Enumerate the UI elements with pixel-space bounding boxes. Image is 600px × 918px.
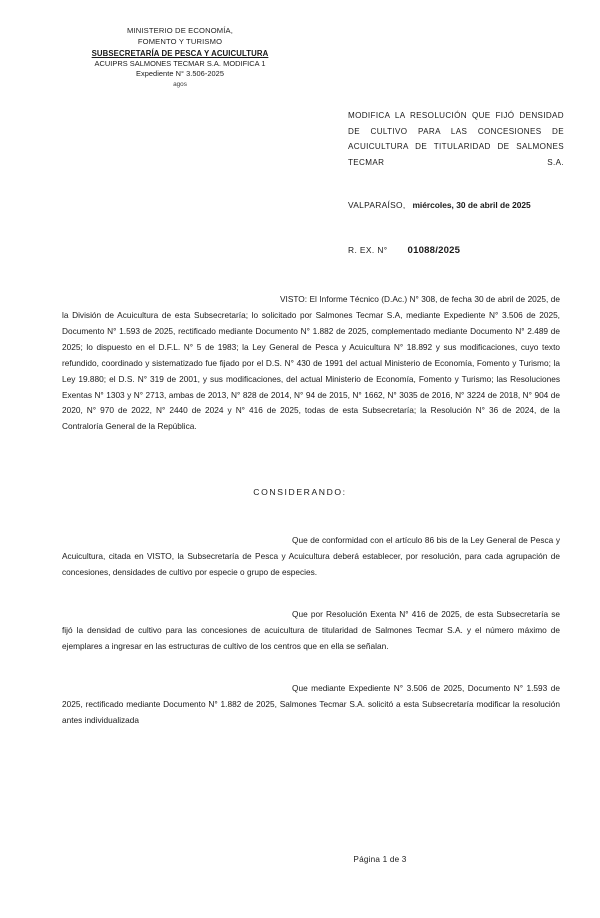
case-reference-line: ACUIPRS SALMONES TECMAR S.A. MODIFICA 1 bbox=[94, 58, 266, 68]
place-date-line bbox=[348, 200, 564, 210]
c1-body-text: de la Ley General de Pesca y Acuicultura, citada en VISTO, la Subsecretaría de Pesca y Acuicultura deberá establecer, por resolución, para cada agrupación de concesiones, densidades de cultivo por especie o grupo de especies. bbox=[62, 535, 560, 577]
c3-body-text: 2025, Documento N° 1.593 de 2025, rectificado mediante Documento N° 1.882 de 2025, Salmones Tecmar S.A. solicitó a esta Subsecretaría modificar la resolución antes individualizada bbox=[62, 683, 560, 725]
ministry-line-1: MINISTERIO DE ECONOMÍA, bbox=[127, 26, 233, 35]
resolution-number-label: R. EX. N° bbox=[348, 245, 388, 255]
considerando-paragraph-1 bbox=[62, 533, 560, 581]
visto-body-text: fecha 30 de abril de 2025, de la División de Acuicultura de esta Subsecretaría; lo solicitado por Salmones Tecmar S.A, mediante Expediente N° 3.506 de 2025, Documento N° 1.593 de 2025, rectificado mediante Documento N° 1.882 de 2025, complementado mediante Documento N° 2.489 de 2025; lo dispuesto en el D.F.L. N° 5 de 1983; la Ley General de Pesca y Acuicultura N° 18.892 y sus modificaciones, cuyo texto refundido, coordinado y sistematizado fue fijado por el D.S. N° 430 de 1991 del actual Ministerio de Economía, Fomento y Turismo; la Ley 19.880; el D.S. N° 319 de 2001, y sus modificaciones, del actual Ministerio de Economía, Fomento y Turismo; las Resoluciones Exentas N° 1303 y N° 2713, ambas de 2013, N° 828 de 2014, N° 94 de 2015, N° 1662, N° 3035 de 2016, N° 3224 de 2018, N° 904 de 2020, N° 970 de 2022, N° 2440 de 2024 y N° 416 de 2025, todas de esta Subsecretaría; la Resolución N° 36 de 2024, de la Contraloría General de la República. bbox=[62, 294, 561, 432]
subject-block: MODIFICA LA RESOLUCIÓN QUE FIJÓ DENSIDAD DE CULTIVO PARA LAS CONCESIONES DE ACUICULTURA DE TITULARIDAD DE SALMONES TECMAR S.A. bbox=[348, 111, 564, 167]
resolution-number-value: 01088/2025 bbox=[407, 245, 461, 256]
c3-lead-text: Que mediante Expediente N° 3.506 de bbox=[292, 683, 441, 693]
subsecretariat-line: SUBSECRETARÍA DE PESCA Y ACUICULTURA bbox=[91, 48, 269, 58]
page-footer: Página 1 de 3 bbox=[353, 855, 407, 864]
letterhead bbox=[40, 26, 320, 89]
considerando-paragraph-2 bbox=[62, 607, 560, 655]
expediente-line: Expediente N° 3.506-2025 bbox=[136, 69, 224, 79]
initials-line: agos bbox=[173, 80, 187, 88]
considerando-heading: CONSIDERANDO: bbox=[253, 487, 347, 497]
visto-paragraph bbox=[62, 292, 560, 435]
visto-lead-text: VISTO: El Informe Técnico (D.Ac.) N° 308, de bbox=[280, 294, 450, 304]
ministry-line-2: FOMENTO Y TURISMO bbox=[137, 36, 223, 46]
c2-lead-text: Que por Resolución Exenta N° 416 de bbox=[292, 609, 439, 619]
c1-lead-text: Que de conformidad con el artículo 86 bis bbox=[292, 535, 448, 545]
date-label: miércoles, 30 de abril de 2025 bbox=[412, 200, 531, 210]
resolution-number-line bbox=[348, 245, 564, 256]
considerando-paragraph-3 bbox=[62, 681, 560, 729]
city-label: VALPARAÍSO, bbox=[348, 200, 406, 210]
c2-body-text: 2025, de esta Subsecretaría se fijó la densidad de cultivo para las concesiones de acuicultura de titularidad de Salmones Tecmar S.A. y el número máximo de ejemplares a ingresar en las estructuras de cultivo de los centros que en ella se señalan. bbox=[62, 609, 561, 651]
